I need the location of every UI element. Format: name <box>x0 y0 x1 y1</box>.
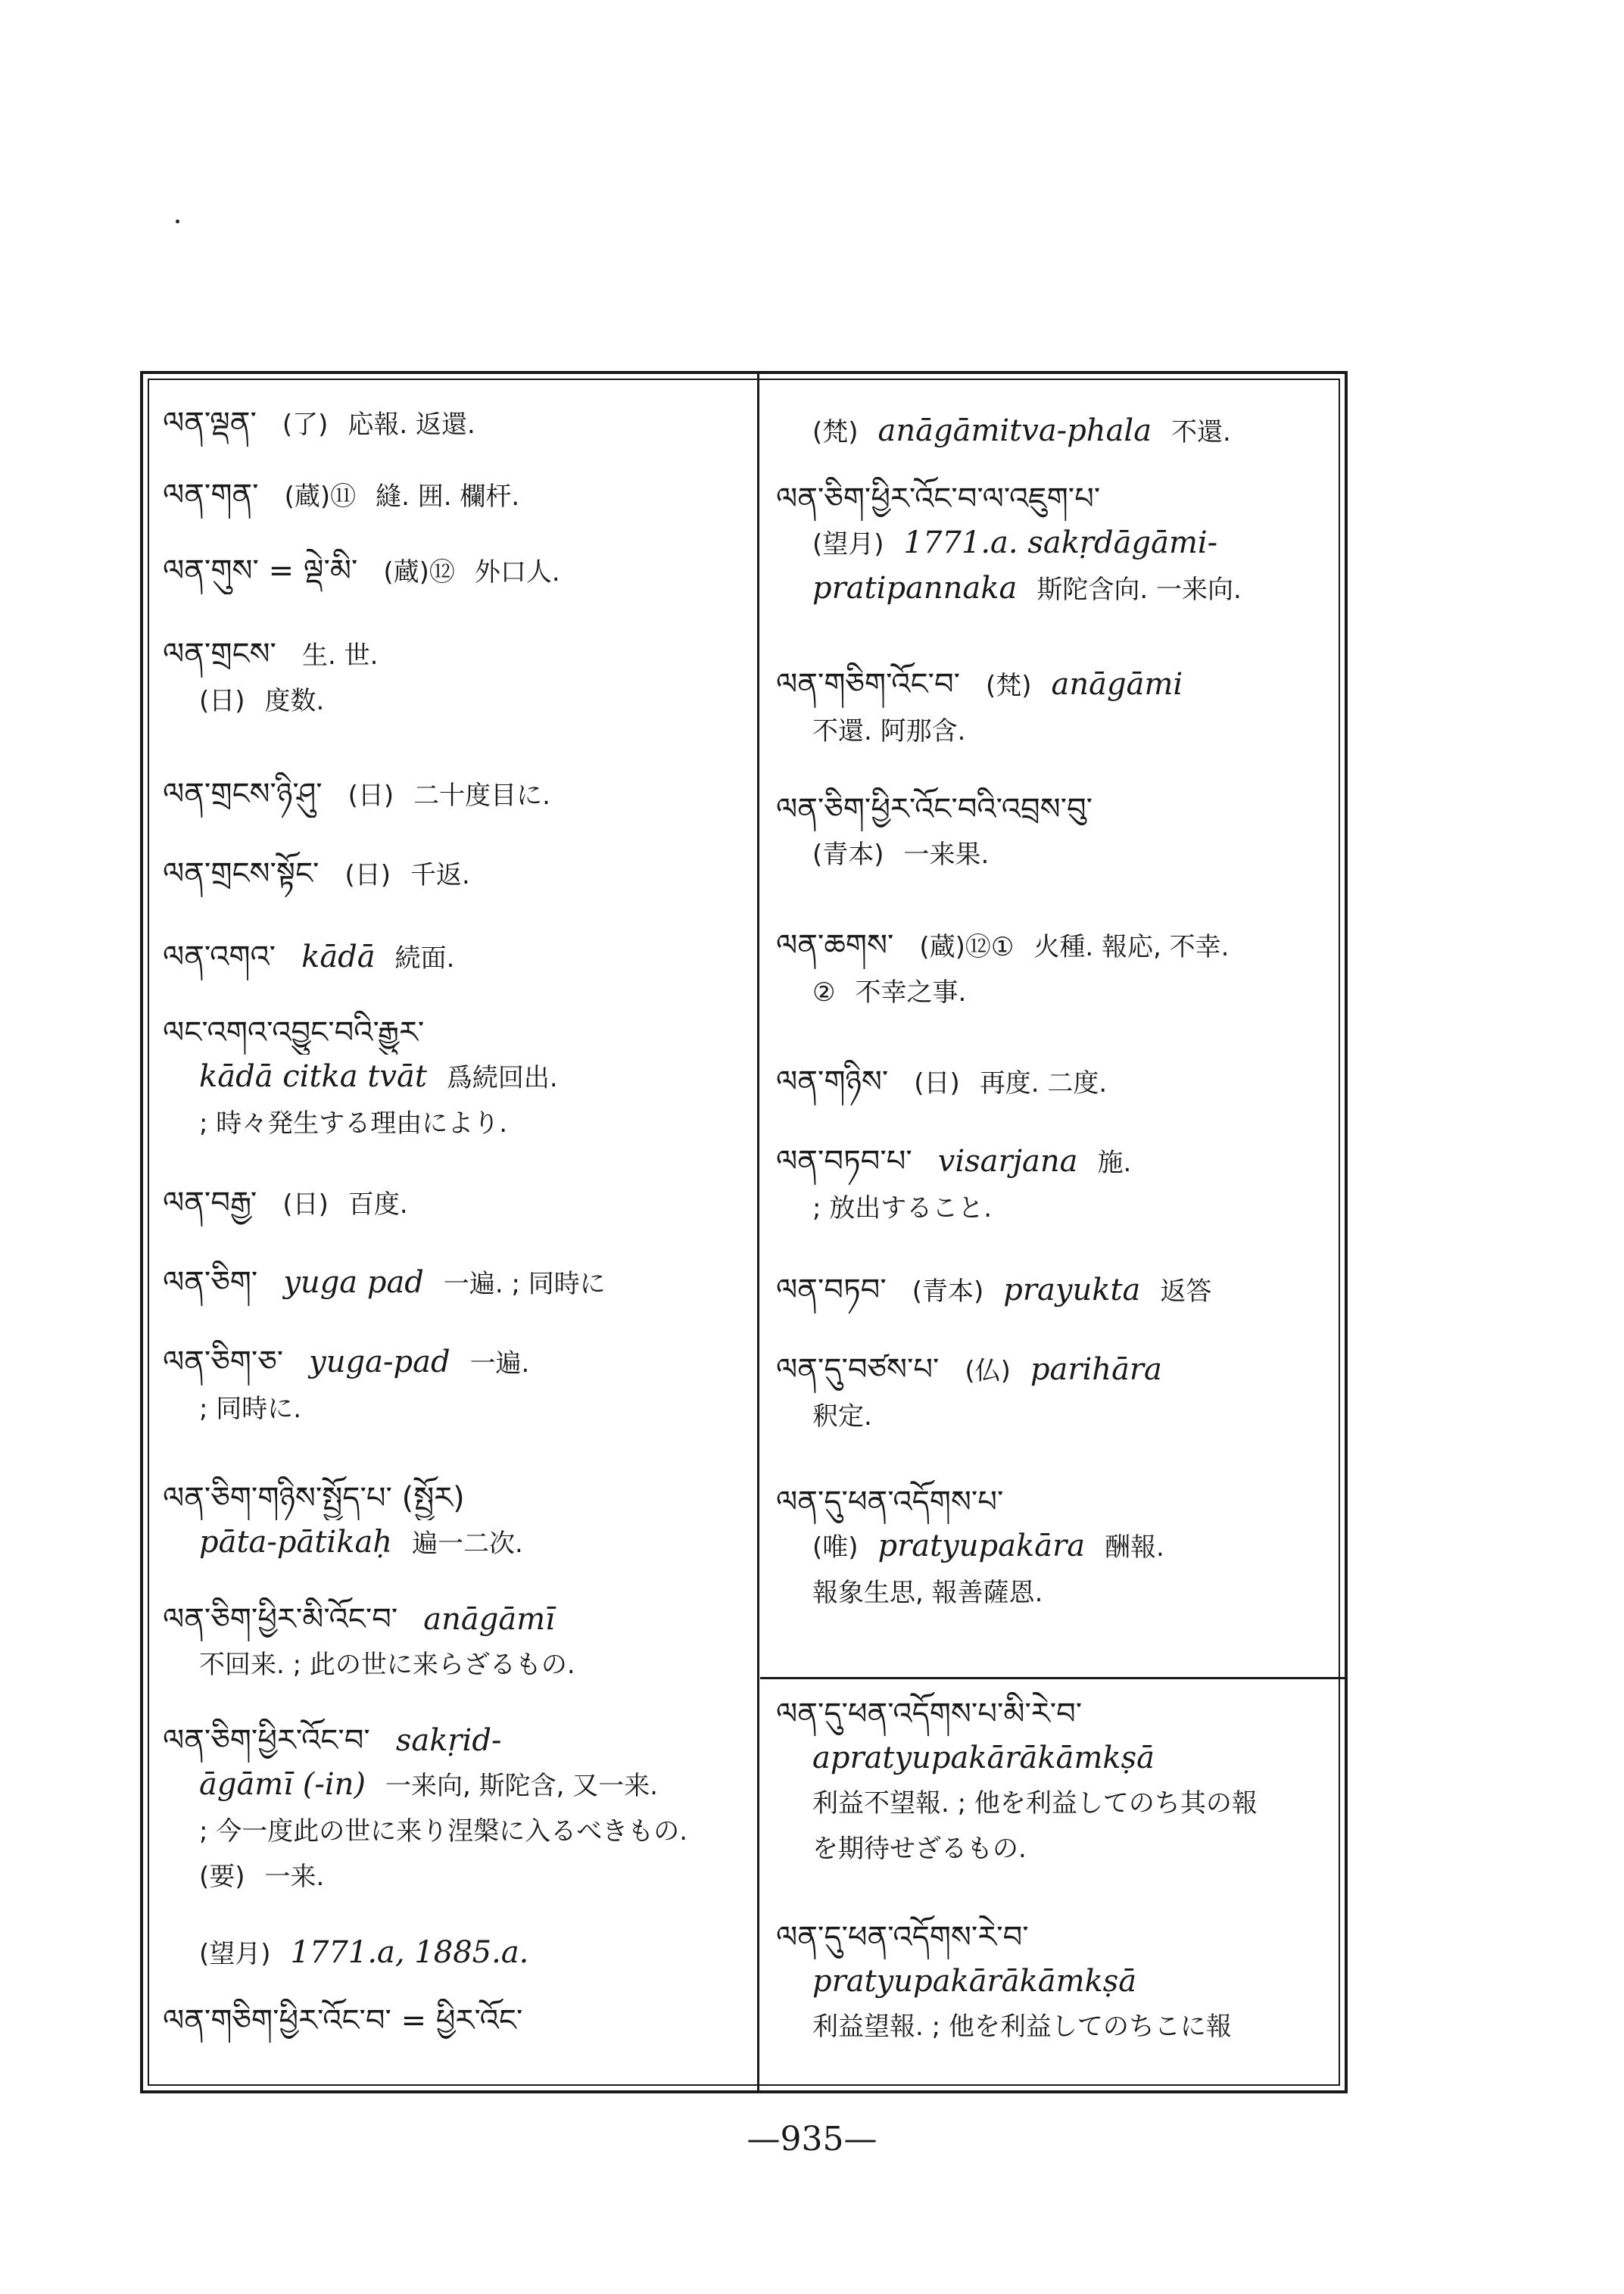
entry-line <box>163 772 750 818</box>
ink-speck <box>176 220 179 223</box>
sanskrit-term: kādā <box>301 940 376 974</box>
tibetan-headword: ལན་ཅིག་ཕྱིར་འོང་བ་ <box>163 1723 370 1758</box>
sanskrit-term: kādā citka tvāt <box>199 1059 427 1094</box>
entry-line <box>163 1597 750 1641</box>
sanskrit-term: pratipannaka <box>812 571 1018 606</box>
entry-line <box>776 1060 1340 1105</box>
entry-line <box>163 678 750 723</box>
entry-line <box>776 1185 1340 1230</box>
dictionary-entry <box>776 787 1340 877</box>
gloss-text: 再度. 二度. <box>979 1068 1108 1099</box>
gloss-text: 不還. <box>1171 417 1231 447</box>
dictionary-entry <box>776 1348 1340 1438</box>
tibetan-headword: ལན་གྲངས་སྟོང་ <box>163 856 320 891</box>
sanskrit-term: yuga pad <box>283 1265 424 1300</box>
entry-line <box>776 662 1340 708</box>
gloss-text: 一来果. <box>903 840 990 870</box>
source-reference: (日) <box>199 686 245 716</box>
sanskrit-term: pratyupakārākāmkṣā <box>812 1964 1137 1999</box>
dictionary-entry <box>776 1060 1340 1105</box>
source-reference: (要) <box>199 1862 245 1892</box>
entry-line <box>163 632 750 678</box>
entry-line <box>776 1915 1340 1959</box>
gloss-text: 施. <box>1097 1148 1132 1178</box>
tibetan-headword: ལན་ཅིག་ཕྱིར་འོང་བ་ལ་འཇུག་པ་ <box>776 482 1101 516</box>
entry-line <box>776 1524 1340 1569</box>
source-reference: (蔵)⑪ <box>284 482 357 512</box>
tibetan-headword: ལན་དུ་ཕན་འདོགས་རེ་བ་ <box>776 1920 1029 1955</box>
tibetan-headword: ལན་ལྡན་ <box>163 406 257 441</box>
page-number: —935— <box>747 2120 877 2158</box>
tibetan-headword: ལན་གྲངས་ཉི་ཤུ་ <box>163 777 323 812</box>
tibetan-headword: ལན་དུ་བཙས་པ་ <box>776 1352 940 1387</box>
source-reference: (望月) <box>199 1939 271 1969</box>
entry-line <box>776 1393 1340 1438</box>
dictionary-entry <box>776 1139 1340 1230</box>
gloss-text: 度数. <box>264 686 325 716</box>
dictionary-entry <box>163 632 750 723</box>
gloss-text: ; 放出すること. <box>812 1193 993 1223</box>
tibetan-headword: ལན་ཅིག་གཉིས་སྤྱོད་པ་ (སྤྱོར) <box>163 1481 465 1516</box>
source-reference: (蔵)⑫ <box>383 557 455 588</box>
dictionary-entry <box>163 1261 750 1306</box>
dictionary-entry <box>163 401 750 447</box>
source-reference: (蔵)⑫① <box>919 932 1015 962</box>
gloss-text: 千返. <box>410 860 470 890</box>
source-reference: (日) <box>282 1189 329 1220</box>
tibetan-headword: ལན་གུས་ = ལྡེ་མི་ <box>163 553 358 588</box>
sanskrit-term: pratyupakāra <box>877 1529 1086 1563</box>
gloss-text: 利益不望報. ; 他を利益してのち其の報 <box>812 1788 1258 1819</box>
entry-line <box>163 1999 750 2043</box>
sanskrit-term: parihāra <box>1030 1352 1162 1387</box>
source-reference: (望月) <box>812 529 884 559</box>
sanskrit-term: āgāmī (-in) <box>199 1767 366 1802</box>
entry-line <box>163 1476 750 1520</box>
entry-line <box>163 935 750 980</box>
gloss-text: ; 同時に. <box>199 1394 302 1424</box>
tibetan-headword: ལང་འགའ་འབྱུང་བའི་རྒྱུར་ <box>163 1015 425 1050</box>
sanskrit-term: prayukta <box>1003 1273 1141 1308</box>
entry-line <box>776 1780 1340 1825</box>
gloss-text: 外口人. <box>474 557 560 588</box>
gloss-text: 応報. 返還. <box>348 410 475 440</box>
dictionary-entry <box>163 1011 750 1145</box>
entry-line <box>776 566 1340 612</box>
source-reference: (日) <box>348 781 394 811</box>
source-reference: ② <box>812 977 836 1008</box>
dictionary-entry <box>163 1597 750 1687</box>
tibetan-headword: ལན་ཅིག་ཕྱིར་མི་འོང་བ་ <box>163 1602 398 1637</box>
dictionary-entry <box>163 1340 750 1431</box>
tibetan-headword: ལན་ཅིག་ཕྱིར་འོང་བའི་འབྲས་བུ་ <box>776 792 1093 827</box>
tibetan-headword: ལན་ཅིག་ཅ་ <box>163 1345 284 1379</box>
gloss-text: 利益望報. ; 他を利益してのちこに報 <box>812 2012 1232 2042</box>
gloss-text: 続面. <box>394 943 455 974</box>
dictionary-entry <box>163 1931 750 1976</box>
entry-line <box>776 477 1340 521</box>
gloss-text: を期待せざるもの. <box>812 1834 1027 1864</box>
entry-line <box>163 1055 750 1100</box>
tibetan-headword: ལན་དུ་ཕན་འདོགས་པ་ <box>776 1485 1004 1519</box>
gloss-text: 火種. 報応, 不幸. <box>1033 932 1230 962</box>
gloss-text: 不還. 阿那含. <box>812 716 966 746</box>
gloss-text: 百度. <box>348 1189 408 1220</box>
sanskrit-term: apratyupakārākāmkṣā <box>812 1741 1155 1775</box>
tibetan-headword: ལན་གན་ <box>163 478 259 513</box>
sanskrit-term: anāgāmī <box>423 1602 555 1637</box>
gloss-text: 酬報. <box>1105 1532 1164 1563</box>
dictionary-entry <box>776 409 1340 454</box>
tibetan-headword: ལན་བརྒྱ་ <box>163 1186 257 1220</box>
entry-line <box>776 1139 1340 1185</box>
dictionary-entry <box>776 924 1340 1015</box>
dictionary-entry <box>163 1181 750 1226</box>
gloss-text: 釈定. <box>812 1401 872 1432</box>
gloss-text: 一遍. <box>469 1348 530 1379</box>
entry-line <box>776 1348 1340 1393</box>
gloss-text: 不回来. ; 此の世に来らざるもの. <box>199 1650 575 1680</box>
entry-line <box>776 1736 1340 1780</box>
source-reference: (仏) <box>965 1356 1011 1386</box>
source-reference: (日) <box>914 1068 960 1099</box>
gloss-text: 一遍. ; 同時に <box>443 1269 606 1299</box>
entry-line <box>163 473 750 519</box>
source-reference: (青本) <box>912 1276 984 1307</box>
tibetan-headword: ལན་འགའ་ <box>163 940 276 974</box>
entry-line <box>776 1569 1340 1615</box>
entry-line <box>163 852 750 897</box>
gloss-text: 一来. <box>264 1862 325 1892</box>
entry-line <box>776 1692 1340 1736</box>
entry-line <box>163 1261 750 1306</box>
entry-line <box>776 1480 1340 1524</box>
entry-line <box>163 1853 750 1899</box>
entry-line <box>776 924 1340 969</box>
dictionary-entry <box>776 1915 1340 2049</box>
column-divider <box>757 371 759 2093</box>
entry-line <box>776 1959 1340 2003</box>
sanskrit-term: pāta-pātikaḥ <box>199 1525 393 1560</box>
dictionary-entry <box>776 477 1340 612</box>
entry-line <box>776 1825 1340 1871</box>
entry-line <box>776 708 1340 753</box>
sanskrit-term: sakṛid- <box>395 1723 502 1758</box>
gloss-text: 報象生思, 報善薩恩. <box>812 1578 1043 1608</box>
tibetan-headword: ལན་གཉིས་ <box>776 1064 889 1099</box>
sanskrit-term: anāgāmi <box>1051 667 1183 702</box>
entry-line <box>776 521 1340 566</box>
tibetan-headword: ལན་གཅིག་འོང་བ་ <box>776 667 960 702</box>
dictionary-entry <box>163 1719 750 1899</box>
gloss-text: ; 時々発生する理由により. <box>199 1108 508 1139</box>
entry-line <box>776 409 1340 454</box>
entry-line <box>163 1931 750 1976</box>
entry-line <box>163 1719 750 1763</box>
sanskrit-term: 1771.a. sakṛdāgāmi- <box>903 525 1218 560</box>
dictionary-entry <box>163 852 750 897</box>
dictionary-entry <box>776 662 1340 753</box>
dictionary-entry <box>163 1476 750 1566</box>
source-reference: (了) <box>282 410 329 440</box>
sanskrit-term: visarjana <box>937 1144 1078 1179</box>
source-reference: (青本) <box>812 840 884 870</box>
gloss-text: 斯陀含向. 一来向. <box>1036 575 1242 605</box>
tibetan-headword: ལན་དུ་ཕན་འདོགས་པ་མི་རེ་བ་ <box>776 1697 1083 1731</box>
dictionary-entry <box>776 1692 1340 1871</box>
tibetan-headword: ལན་གྲངས་ <box>163 637 276 672</box>
tibetan-headword: ལན་བཏབ་པ་ <box>776 1144 912 1179</box>
tibetan-headword: ལན་གཅིག་ཕྱིར་འོང་བ་ = ཕྱིར་འོང་ <box>163 2003 523 2038</box>
gloss-text: 生. 世. <box>301 641 379 671</box>
entry-line <box>776 787 1340 831</box>
dictionary-entry <box>776 1480 1340 1615</box>
entry-line <box>163 1100 750 1145</box>
dictionary-entry <box>163 549 750 594</box>
entry-line <box>163 1520 750 1566</box>
entry-line <box>163 1763 750 1808</box>
tibetan-headword: ལན་བཏབ་ <box>776 1273 887 1308</box>
entry-line <box>776 2003 1340 2049</box>
dictionary-entry <box>163 935 750 980</box>
entry-line <box>776 831 1340 877</box>
gloss-text: 不幸之事. <box>855 977 967 1008</box>
gloss-text: 一来向, 斯陀含, 又一来. <box>385 1771 659 1801</box>
entry-line <box>163 549 750 594</box>
dictionary-entry <box>163 772 750 818</box>
tibetan-headword: ལན་ཅིག་ <box>163 1265 258 1300</box>
sanskrit-term: 1771.a, 1885.a. <box>290 1935 529 1970</box>
gloss-text: ; 今一度此の世に来り涅槃に入るべきもの. <box>199 1816 688 1847</box>
entry-line <box>163 1011 750 1055</box>
entry-line <box>776 1268 1340 1314</box>
entry-line <box>163 1808 750 1853</box>
tibetan-headword: ལན་ཆགས་ <box>776 928 894 963</box>
source-reference: (唯) <box>812 1532 859 1563</box>
sanskrit-term: yuga-pad <box>309 1345 450 1379</box>
gloss-text: 縫. 囲. 欄杆. <box>376 482 520 512</box>
dictionary-entry <box>163 473 750 519</box>
dictionary-entry <box>776 1268 1340 1314</box>
entry-line <box>163 1641 750 1687</box>
entry-line <box>163 1385 750 1431</box>
right-column-divider <box>760 1677 1345 1679</box>
entry-line <box>776 969 1340 1015</box>
entry-line <box>163 401 750 447</box>
source-reference: (日) <box>344 860 391 890</box>
source-reference: (梵) <box>986 671 1032 701</box>
gloss-text: 二十度目に. <box>413 781 550 811</box>
source-reference: (梵) <box>812 417 859 447</box>
dictionary-entry <box>163 1999 750 2043</box>
gloss-text: 爲続回出. <box>446 1063 558 1093</box>
gloss-text: 遍一二次. <box>412 1529 523 1559</box>
entry-line <box>163 1181 750 1226</box>
entry-line <box>163 1340 750 1385</box>
sanskrit-term: anāgāmitva-phala <box>877 413 1152 448</box>
gloss-text: 返答 <box>1160 1276 1212 1307</box>
